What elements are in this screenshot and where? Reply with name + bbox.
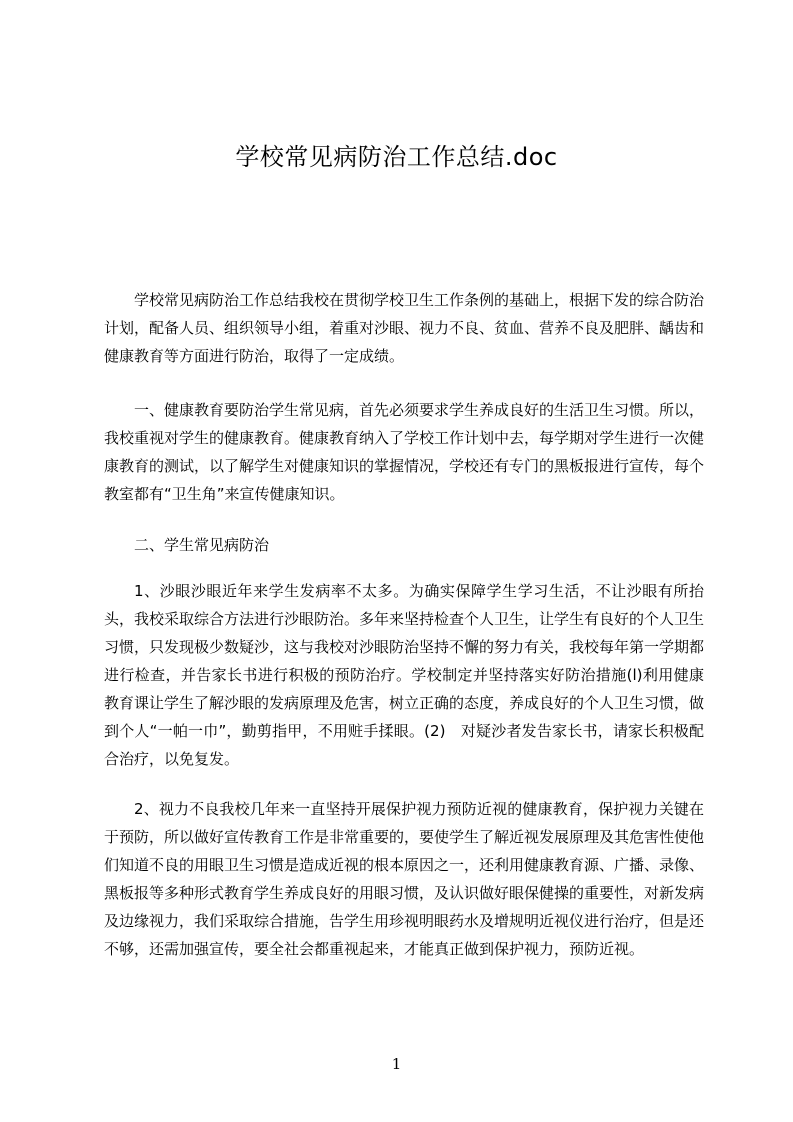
section-one-paragraph: 一、健康教育要防治学生常见病，首先必须要求学生养成良好的生活卫生习惯。所以，我校重视对学生的健康教育。健康教育纳入了学校工作计划中去，每学期对学生进行一次健康教育的测试，以了解学生对健康知识的掌握情况，学校还有专门的黑板报进行宣传，每个教室都有“卫生角”来宣传健康知识。 bbox=[104, 401, 705, 503]
page-number: 1 bbox=[391, 1055, 402, 1073]
trachoma-paragraph: 1、沙眼沙眼近年来学生发病率不太多。为确实保障学生学习生活，不让沙眼有所抬头，我校采取综合方法进行沙眼防治。多年来坚持检查个人卫生，让学生有良好的个人卫生习惯，只发现极少数疑沙，这与我校对沙眼防治坚持不懈的努力有关，我校每年第一学期都进行检查，并告家长书进行积极的预防治疗。学校制定并坚持落实好防治措施(l)利用健康教育课让学生了解沙眼的发病原理及危害，树立正确的态度，养成良好的个人卫生习惯，做到个人“一帕一巾”，勤剪指甲，不用赃手揉眼。(2) 对疑沙者发告家长书，请家长积极配合治疗，以免复发。 bbox=[104, 582, 705, 768]
document-title: 学校常见病防治工作总结.doc bbox=[235, 143, 558, 171]
section-two-heading: 二、学生常见病防治 bbox=[134, 536, 270, 554]
intro-paragraph: 学校常见病防治工作总结我校在贯彻学校卫生工作条例的基础上，根据下发的综合防治计划，配备人员、组织领导小组，着重对沙眼、视力不良、贫血、营养不良及肥胖、龋齿和健康教育等方面进行防治，取得了一定成绩。 bbox=[104, 291, 705, 365]
poor-vision-paragraph: 2、视力不良我校几年来一直坚持开展保护视力预防近视的健康教育，保护视力关键在于预防，所以做好宣传教育工作是非常重要的，要使学生了解近视发展原理及其危害性使他们知道不良的用眼卫生习惯是造成近视的根本原因之一，还利用健康教育源、广播、录像、黑板报等多种形式教育学生养成良好的用眼习惯，及认识做好眼保健操的重要性，对新发病及边缘视力，我们采取综合措施，告学生用珍视明眼药水及增规明近视仪进行治疗，但是还不够，还需加强宣传，要全社会都重视起来，才能真正做到保护视力，预防近视。 bbox=[104, 800, 705, 958]
